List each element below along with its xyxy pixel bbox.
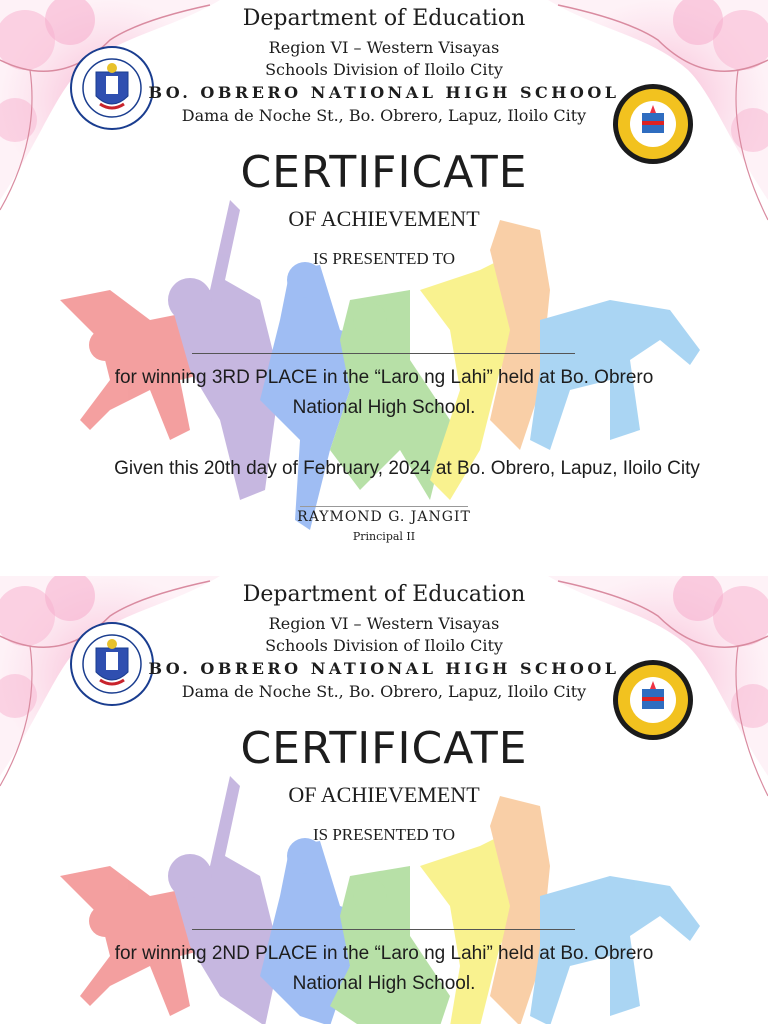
recipient-name-line: [192, 353, 575, 354]
award-text-line-2: National High School.: [292, 973, 476, 994]
presented-to-label: IS PRESENTED TO: [312, 825, 455, 844]
recipient-name-line: [192, 929, 575, 930]
certificate-2: [0, 576, 768, 1024]
certificate-title: CERTIFICATE: [240, 147, 528, 198]
division-name: Schools Division of Iloilo City: [265, 60, 503, 79]
department-name: Department of Education: [242, 582, 526, 607]
award-text-line-1: for winning 2ND PLACE in the “Laro ng Lahi” held at Bo. Obrero: [114, 943, 654, 964]
signatory-position: Principal II: [352, 530, 416, 543]
given-date-text: Given this 20th day of February, 2024 at Bo. Obrero, Lapuz, Iloilo City: [114, 458, 700, 479]
signatory-name: RAYMOND G. JANGIT: [297, 509, 471, 525]
division-name: Schools Division of Iloilo City: [265, 636, 503, 655]
certificate-title: CERTIFICATE: [240, 723, 528, 774]
certificate-subtitle: OF ACHIEVEMENT: [288, 206, 480, 231]
school-address: Dama de Noche St., Bo. Obrero, Lapuz, Iloilo City: [181, 682, 587, 701]
award-text-line-1: for winning 3RD PLACE in the “Laro ng Lahi” held at Bo. Obrero: [114, 367, 654, 388]
award-text-line-2: National High School.: [292, 397, 476, 418]
school-address: Dama de Noche St., Bo. Obrero, Lapuz, Iloilo City: [181, 106, 587, 125]
region-name: Region VI – Western Visayas: [268, 614, 500, 633]
school-name: BO. OBRERO NATIONAL HIGH SCHOOL: [148, 83, 620, 102]
school-name: BO. OBRERO NATIONAL HIGH SCHOOL: [148, 659, 620, 678]
certificate-subtitle: OF ACHIEVEMENT: [288, 782, 480, 807]
department-name: Department of Education: [242, 6, 526, 31]
region-name: Region VI – Western Visayas: [268, 38, 500, 57]
signature-line: [300, 506, 468, 507]
presented-to-label: IS PRESENTED TO: [312, 249, 455, 268]
